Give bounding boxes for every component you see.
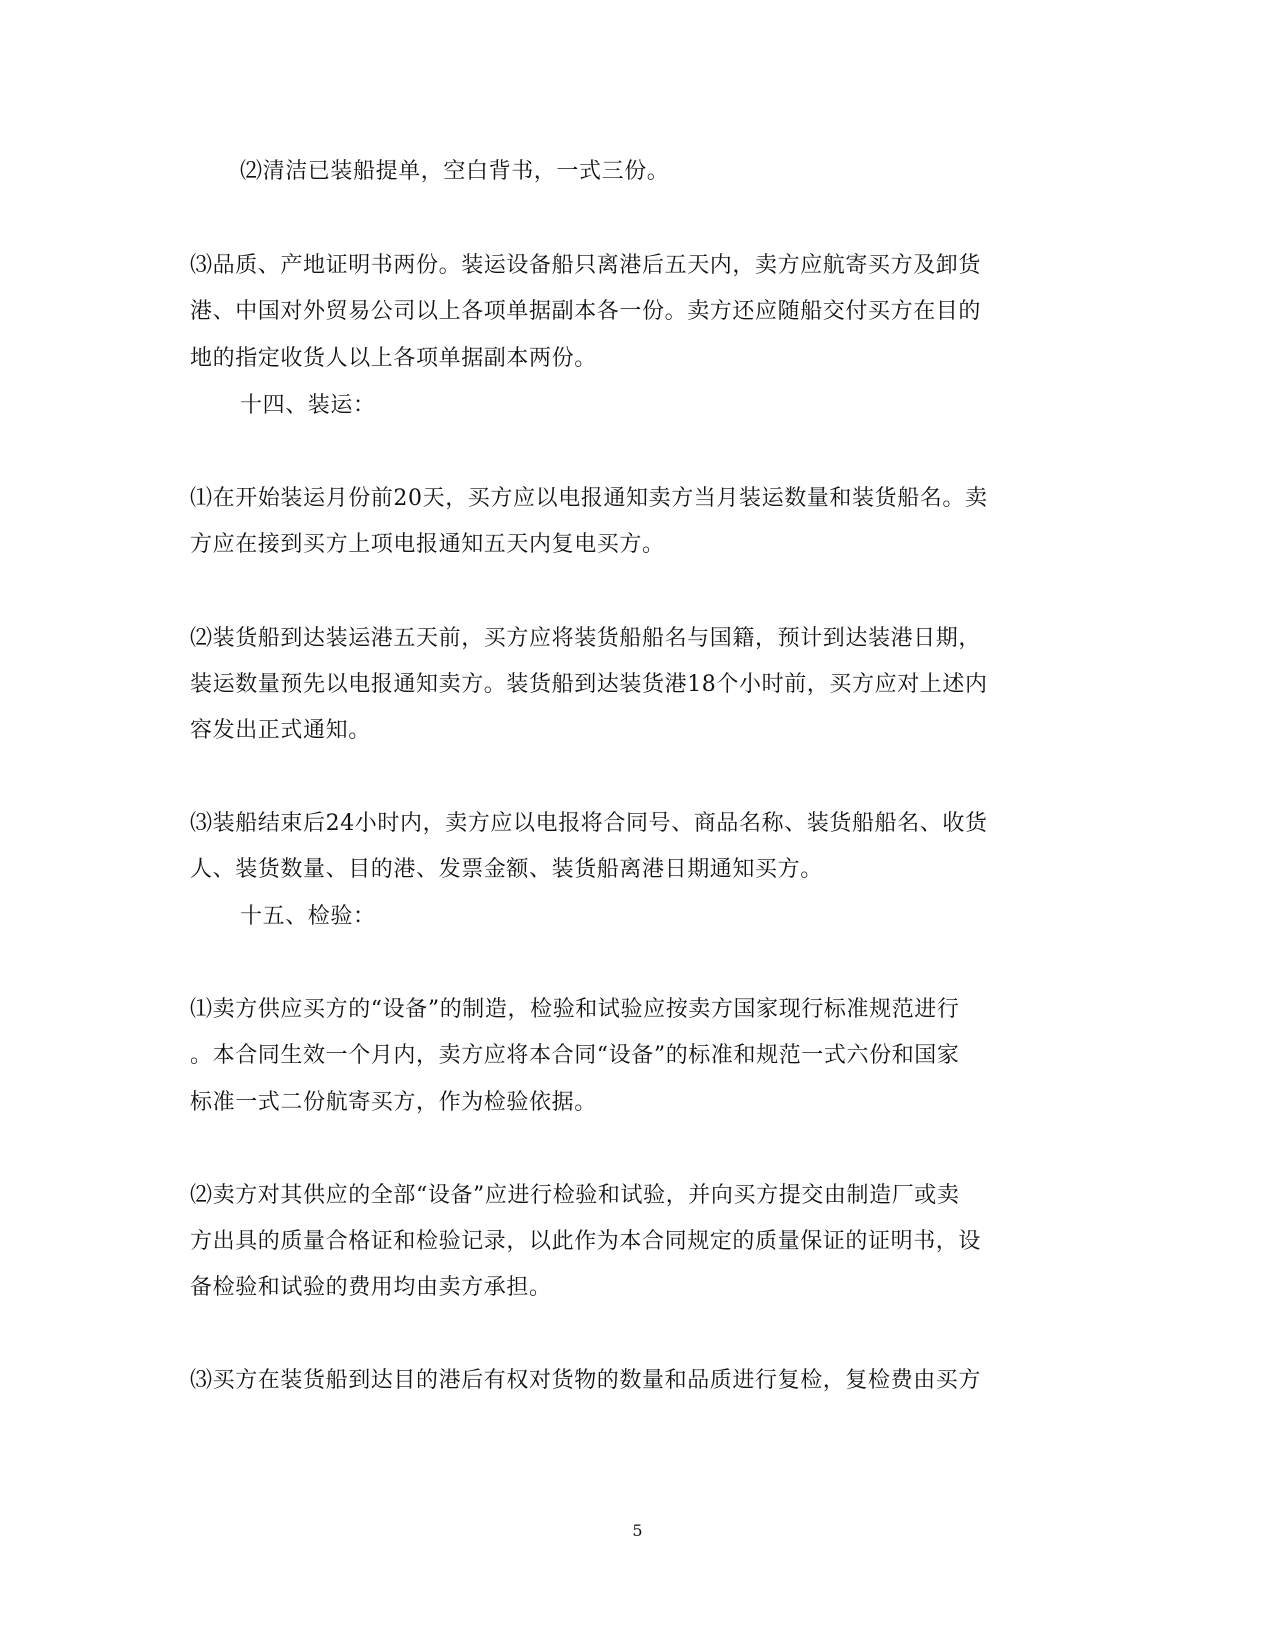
text-line: 标准一式二份航寄买方，作为检验依据。 — [190, 1090, 597, 1115]
text-line: 装运数量预先以电报通知卖方。装货船到达装货港18个小时前，买方应对上述内 — [190, 672, 988, 697]
text-line: ⑶买方在装货船到达目的港后有权对货物的数量和品质进行复检，复检费由买方 — [190, 1368, 982, 1393]
text-line: ⑴在开始装运月份前20天，买方应以电报通知卖方当月装运数量和装货船名。卖 — [190, 486, 988, 511]
text-line: 地的指定收货人以上各项单据副本两份。 — [190, 346, 597, 371]
text-line: 方出具的质量合格证和检验记录，以此作为本合同规定的质量保证的证明书，设 — [190, 1229, 982, 1254]
text-line: 备检验和试验的费用均由卖方承担。 — [190, 1275, 552, 1300]
text-line: 方应在接到买方上项电报通知五天内复电买方。 — [190, 532, 665, 557]
text-line: ⑵装货船到达装运港五天前，买方应将装货船船名与国籍，预计到达装港日期， — [190, 626, 982, 651]
section-heading: 十五、检验： — [240, 904, 376, 929]
text-line: ⑶装船结束后24小时内，卖方应以电报将合同号、商品名称、装货船船名、收货 — [190, 811, 988, 836]
text-line: 港、中国对外贸易公司以上各项单据副本各一份。卖方还应随船交付买方在目的 — [190, 299, 982, 324]
text-line: 人、装货数量、目的港、发票金额、装货船离港日期通知买方。 — [190, 857, 823, 882]
text-line: ⑵清洁已装船提单，空白背书，一式三份。 — [240, 159, 670, 184]
text-line: 容发出正式通知。 — [190, 718, 371, 743]
text-line: ⑶品质、产地证明书两份。装运设备船只离港后五天内，卖方应航寄买方及卸货 — [190, 253, 982, 278]
text-line: 。本合同生效一个月内，卖方应将本合同“设备”的标准和规范一式六份和国家 — [190, 1043, 960, 1068]
text-line: ⑵卖方对其供应的全部“设备”应进行检验和试验，并向买方提交由制造厂或卖 — [190, 1183, 960, 1208]
text-line: ⑴卖方供应买方的“设备”的制造，检验和试验应按卖方国家现行标准规范进行 — [190, 997, 960, 1022]
section-heading: 十四、装运： — [240, 393, 376, 418]
page-number: 5 — [632, 1521, 643, 1540]
